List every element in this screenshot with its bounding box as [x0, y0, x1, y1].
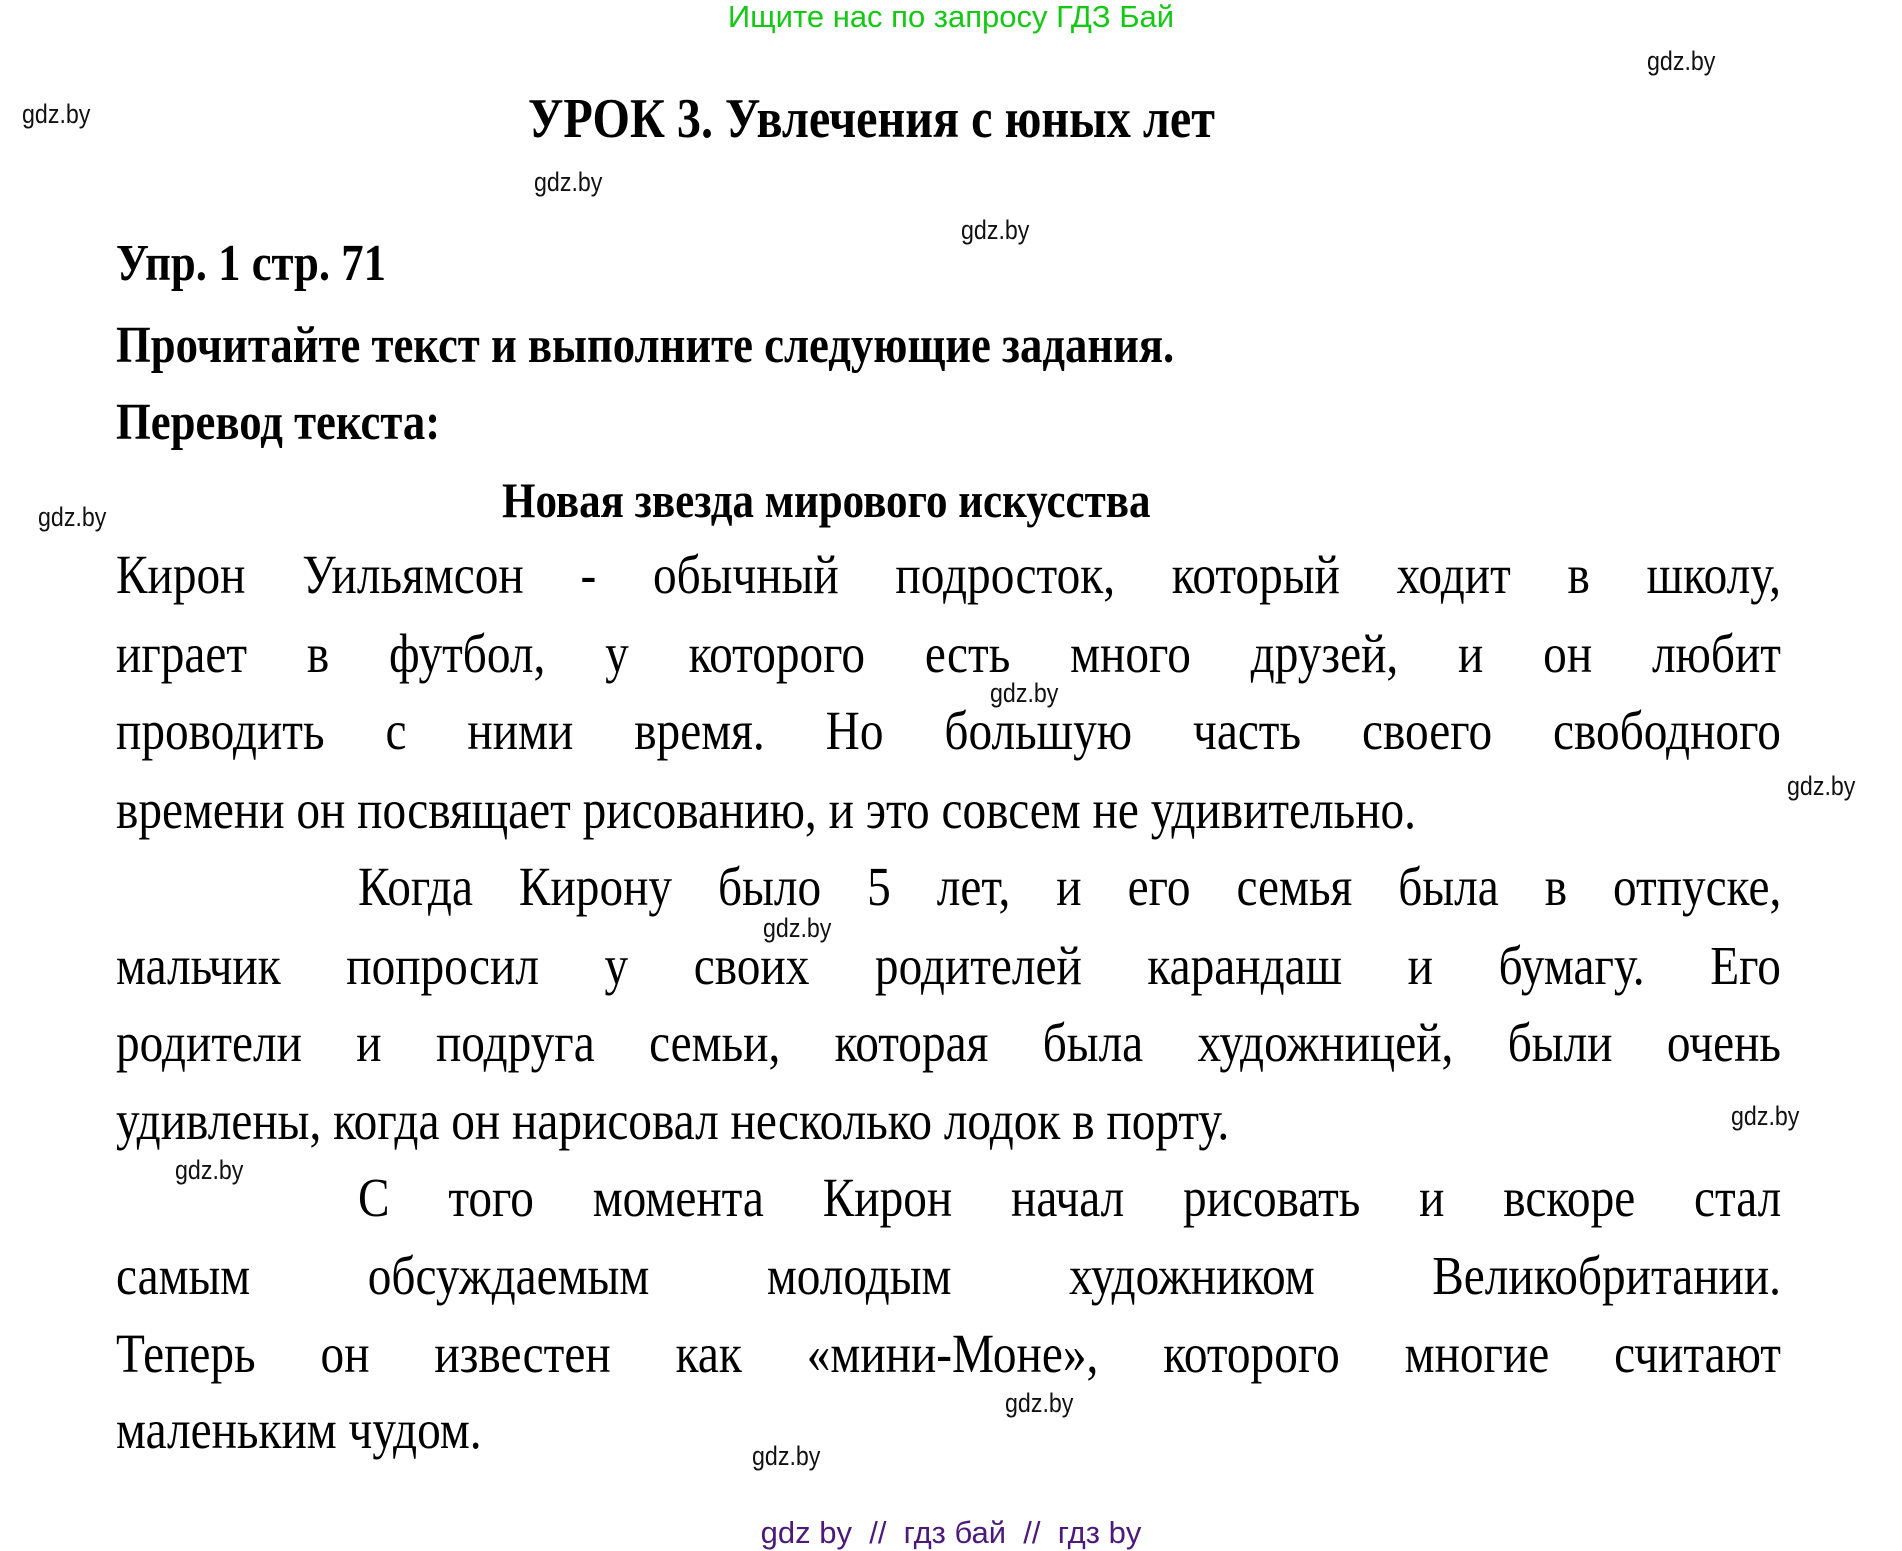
paragraph-1-line-2: играет в футбол, у которого есть много друзей, и он любит [116, 623, 1781, 684]
watermark: gdz.by [752, 1441, 821, 1471]
paragraph-3-line-2: самым обсуждаемым молодым художником Великобритании. [116, 1245, 1781, 1306]
watermark: gdz.by [22, 99, 91, 129]
paragraph-3-line-1: С того момента Кирон начал рисовать и вскоре стал [358, 1167, 1782, 1228]
watermark: gdz.by [175, 1155, 244, 1185]
text-title: Новая звезда мирового искусства [502, 472, 1151, 528]
paragraph-3-line-4: маленьким чудом. [116, 1399, 482, 1460]
watermark: gdz.by [534, 167, 603, 197]
footer-links: gdz by // гдз бай // гдз by [760, 1515, 1142, 1550]
exercise-label: Упр. 1 стр. 71 [116, 235, 387, 292]
search-banner: Ищите нас по запросу ГДЗ Бай [727, 0, 1175, 34]
translation-label: Перевод текста: [116, 394, 441, 451]
lesson-title: УРОК 3. Увлечения с юных лет [528, 88, 1215, 150]
watermark: gdz.by [961, 215, 1030, 245]
paragraph-2-line-4: удивлены, когда он нарисовал несколько лодок в порту. [116, 1090, 1230, 1151]
watermark: gdz.by [38, 502, 107, 532]
watermark: gdz.by [1787, 771, 1856, 801]
paragraph-2-line-2: мальчик попросил у своих родителей карандаш и бумагу. Его [116, 935, 1781, 996]
watermark: gdz.by [763, 913, 832, 943]
paragraph-2-line-1: Когда Кирону было 5 лет, и его семья была в отпуске, [358, 856, 1782, 917]
watermark: gdz.by [990, 678, 1059, 708]
watermark: gdz.by [1647, 46, 1716, 76]
watermark: gdz.by [1005, 1388, 1074, 1418]
watermark: gdz.by [1731, 1101, 1800, 1131]
paragraph-1-line-1: Кирон Уильямсон - обычный подросток, который ходит в школу, [116, 544, 1781, 605]
paragraph-1-line-3: проводить с ними время. Но большую часть своего свободного [116, 700, 1781, 761]
exercise-instruction: Прочитайте текст и выполните следующие задания. [116, 317, 1175, 374]
paragraph-1-line-4: времени он посвящает рисованию, и это совсем не удивительно. [116, 779, 1417, 840]
paragraph-2-line-3: родители и подруга семьи, которая была художницей, были очень [116, 1012, 1781, 1073]
paragraph-3-line-3: Теперь он известен как «мини-Моне», которого многие считают [116, 1323, 1781, 1384]
